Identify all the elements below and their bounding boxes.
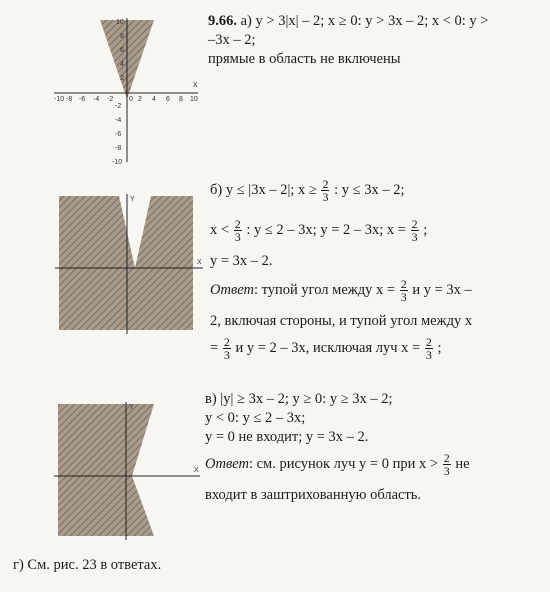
part-b-case-2-mid: : y ≤ 2 – 3x; y = 2 – 3x; x = [242, 221, 410, 238]
graph-c-shaded-region [58, 404, 154, 536]
part-c-line-1: в) |y| ≥ 3x – 2; y ≥ 0: y ≥ 3x – 2; [205, 391, 393, 407]
graph-a-y-tick: -2 [115, 103, 122, 110]
graph-a-svg [48, 14, 198, 164]
fraction-numerator: 2 [234, 217, 241, 231]
part-b-line-6 [210, 336, 442, 361]
graph-a-y-tick: -6 [115, 131, 122, 138]
graph-a-y-tick: -8 [115, 145, 122, 152]
fraction-numerator: 2 [223, 335, 230, 349]
graph-b-svg [53, 192, 203, 334]
graph-a-y-tick: -10 [112, 159, 123, 166]
part-b-answer-tail: ; [433, 339, 442, 356]
fraction [234, 218, 242, 243]
answer-label: Ответ [205, 455, 249, 472]
graph-a [48, 14, 198, 164]
fraction [400, 278, 408, 303]
part-b-answer-cont: = [210, 339, 222, 356]
part-c-line-5: входит в заштрихованную область. [205, 487, 422, 503]
part-b-line-2 [210, 218, 427, 243]
part-a-line-1 [208, 12, 488, 31]
part-b-answer-mid: и y = 2 – 3x, исключая луч x = [231, 339, 424, 356]
graph-a-x-tick: -2 [107, 96, 114, 103]
fraction [443, 452, 451, 477]
graph-a-x-tick: -6 [79, 96, 86, 103]
part-b-line-3: y = 3x – 2. [210, 253, 273, 269]
fraction-numerator: 2 [411, 217, 418, 231]
graph-c-svg [50, 400, 200, 540]
fraction-numerator: 2 [322, 177, 329, 191]
graph-b-y-label: Y [130, 196, 135, 203]
graph-a-x-ticks [54, 96, 198, 103]
fraction-numerator: 2 [425, 335, 432, 349]
fraction [411, 218, 419, 243]
part-d-line: г) См. рис. 23 в ответах. [13, 557, 162, 573]
graph-b-x-label: X [197, 259, 202, 266]
part-b-line-1 [210, 178, 404, 203]
graph-a-x-tick: 8 [179, 96, 183, 103]
fraction-denominator: 3 [411, 230, 418, 244]
graph-a-x-tick: 2 [138, 96, 142, 103]
graph-c-y-label: Y [129, 404, 134, 411]
fraction [425, 336, 433, 361]
part-c-answer-start: : см. рисунок луч y = 0 при x > [248, 455, 442, 472]
fraction [321, 178, 329, 203]
part-b-answer-end: и y = 3x – [408, 281, 472, 298]
part-b-condition: б) y ≤ |3x – 2|; x ≥ [210, 181, 321, 198]
graph-a-y-tick: 4 [120, 61, 124, 68]
part-b-case-1: : y ≤ 3x – 2; [330, 181, 405, 198]
fraction-numerator: 2 [400, 277, 407, 291]
graph-c-x-label: X [194, 467, 199, 474]
graph-b [53, 192, 203, 334]
part-b-case-2-start: x < [210, 221, 233, 238]
answer-label: Ответ [210, 281, 254, 298]
fraction-denominator: 3 [322, 190, 329, 204]
graph-a-x-tick: -4 [93, 96, 100, 103]
part-c-line-3: y = 0 не входит; y = 3x – 2. [205, 429, 369, 445]
fraction-denominator: 3 [400, 290, 407, 304]
graph-a-x-tick: -8 [66, 96, 73, 103]
graph-a-y-tick: 6 [120, 47, 124, 54]
graph-a-x-tick: 10 [190, 96, 198, 103]
part-b-line-5: 2, включая стороны, и тупой угол между x [210, 313, 473, 329]
problem-number: 9.66. [208, 13, 237, 29]
graph-a-y-tick: -4 [115, 117, 122, 124]
fraction-denominator: 3 [443, 464, 450, 478]
graph-a-y-tick: 2 [120, 75, 124, 82]
graph-a-x-tick: 4 [152, 96, 156, 103]
fraction [223, 336, 231, 361]
graph-a-y-tick: 10 [116, 19, 124, 26]
fraction-denominator: 3 [223, 348, 230, 362]
part-c-answer-end: не [451, 455, 470, 472]
part-c-line-2: y < 0: y ≤ 2 – 3x; [205, 410, 306, 426]
part-c-line-4 [205, 452, 470, 477]
graph-b-shaded-region [59, 196, 193, 330]
fraction-denominator: 3 [234, 230, 241, 244]
graph-a-x-label: X [193, 82, 198, 89]
part-a-condition: а) y > 3|x| – 2; x ≥ 0: y > 3x – 2; x < 0: y > [237, 13, 489, 29]
fraction-numerator: 2 [443, 451, 450, 465]
graph-a-origin-label: 0 [129, 96, 133, 103]
graph-a-x-tick: 6 [166, 96, 170, 103]
graph-a-y-tick: 8 [120, 33, 124, 40]
part-a-line-2: –3x – 2; [208, 32, 256, 48]
part-b-case-2-end: ; [419, 221, 428, 238]
fraction-denominator: 3 [425, 348, 432, 362]
part-b-answer-start: : тупой угол между x = [253, 281, 399, 298]
graph-c [50, 400, 200, 540]
part-a-line-3: прямые в область не включены [208, 51, 401, 67]
part-b-line-4 [210, 278, 472, 303]
graph-a-x-tick: -10 [54, 96, 65, 103]
